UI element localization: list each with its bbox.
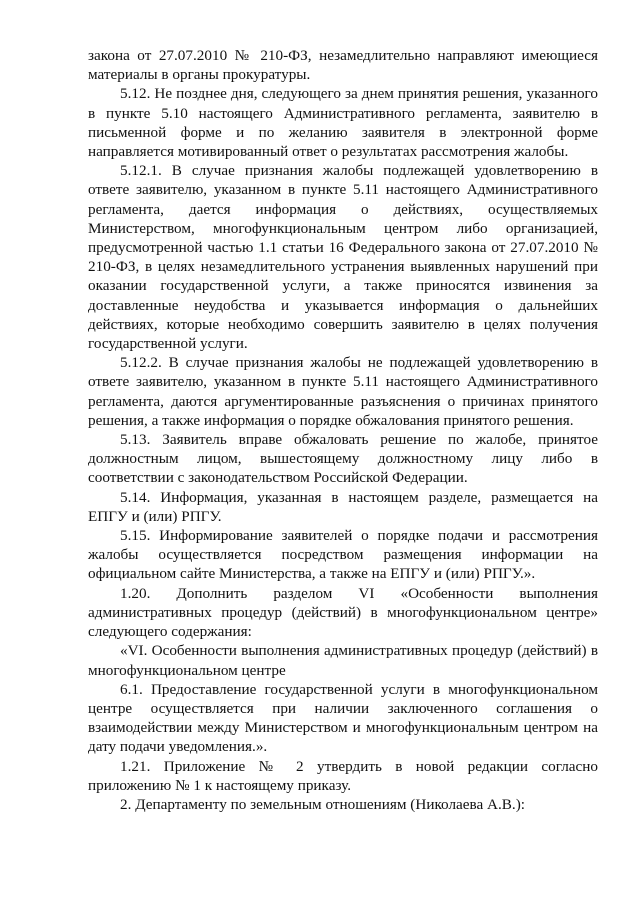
paragraph-5-15: 5.15. Информирование заявителей о порядке подачи и рассмотрения жалобы осуществляется посредством размещения информации на официальном сайте Министерства, а также на ЕПГУ и (или) РПГУ.». (88, 527, 598, 583)
document-body (88, 46, 598, 814)
paragraph-5-14: 5.14. Информация, указанная в настоящем разделе, размещается на ЕПГУ и (или) РПГУ. (88, 488, 598, 525)
paragraph-5-12: 5.12. Не позднее дня, следующего за днем принятия решения, указанного в пункте 5.10 настоящего Административного регламента, заявителю в письменной форме и по желанию заявителя в электронной форме направляется мотивированный ответ о результатах рассмотрения жалобы. (88, 85, 598, 161)
paragraph-5-13: 5.13. Заявитель вправе обжаловать решение по жалобе, принятое должностным лицом, вышестоящему должностному лицу либо в соответствии с законодательством Российской Федерации. (88, 431, 598, 487)
paragraph-5-12-1: 5.12.1. В случае признания жалобы подлежащей удовлетворению в ответе заявителю, указанном в пункте 5.11 настоящего Административного регламента, дается информация о действиях, осуществляемых Министерством, многофункциональным центром либо организацией, предусмотренной частью 1.1 статьи 16 Федерального закона от 27.07.2010 № 210-ФЗ, в целях незамедлительного устранения выявленных нарушений при оказании государственной услуги, а также приносятся извинения за доставленные неудобства и указывается информация о дальнейших действиях, которые необходимо совершить заявителю в целях получения государственной услуги. (88, 162, 598, 353)
paragraph-2: 2. Департаменту по земельным отношениям (Николаева А.В.): (120, 795, 525, 813)
paragraph-1-20: 1.20. Дополнить разделом VI «Особенности выполнения административных процедур (действий) в многофункциональном центре» следующего содержания: (88, 584, 598, 641)
paragraph-continuation: закона от 27.07.2010 № 210-ФЗ, незамедлительно направляют имеющиеся материалы в органы прокуратуры. (88, 47, 598, 84)
section-vi-heading: «VI. Особенности выполнения административных процедур (действий) в многофункциональном центре (88, 642, 598, 679)
paragraph-1-21: 1.21. Приложение № 2 утвердить в новой редакции согласно приложению № 1 к настоящему приказу. (88, 757, 598, 794)
paragraph-6-1: 6.1. Предоставление государственной услуги в многофункциональном центре осуществляется при наличии заключенного соглашения о взаимодействии между Министерством и многофункциональным центром на дату подачи уведомления.». (88, 680, 598, 756)
paragraph-5-12-2: 5.12.2. В случае признания жалобы не подлежащей удовлетворению в ответе заявителю, указанном в пункте 5.11 настоящего Административного регламента, даются аргументированные разъяснения о причинах принятого решения, а также информация о порядке обжалования принятого решения. (88, 354, 598, 429)
